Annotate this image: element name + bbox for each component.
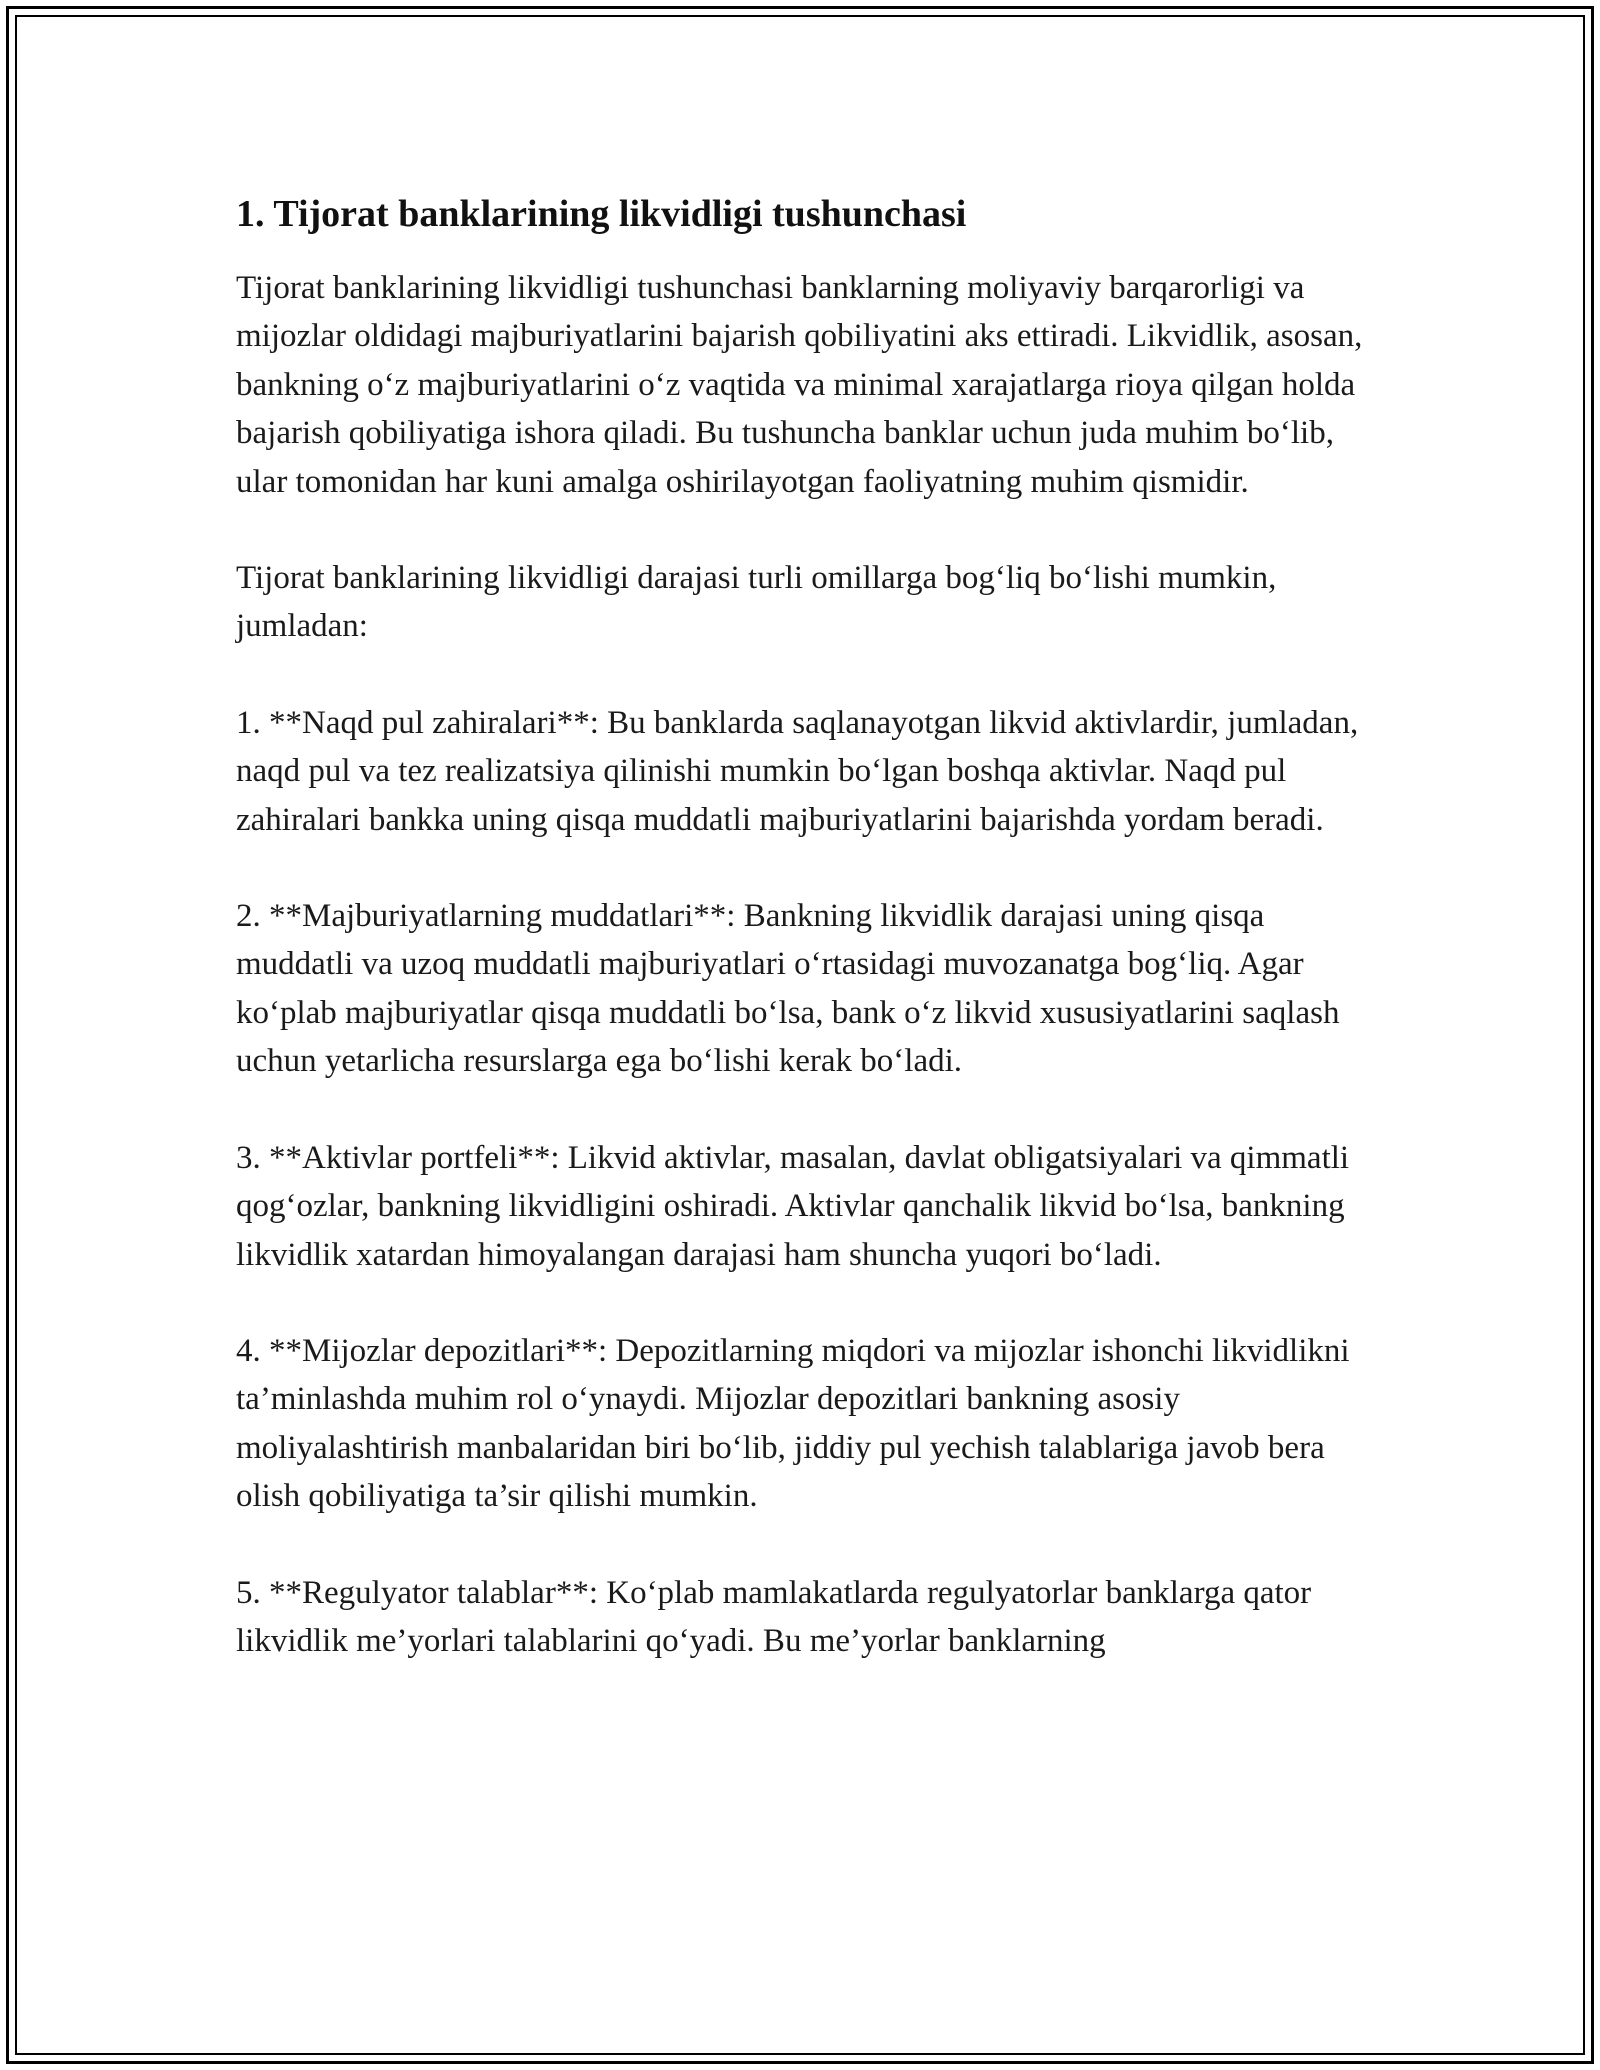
list-item-asset-portfolio: 3. **Aktivlar portfeli**: Likvid aktivlar, masalan, davlat obligatsiyalari va qimmatli qog‘ozlar, bankning likvidligini oshiradi. Aktivlar qanchalik likvid bo‘lsa, bankning likvidlik xatardan himoyalangan darajasi ham shuncha yuqori bo‘ladi. [236, 1139, 1350, 1273]
document-heading: 1. Tijorat banklarining likvidligi tushunchasi [236, 193, 967, 235]
intro-paragraph: Tijorat banklarining likvidligi tushunchasi banklarning moliyaviy barqarorligi va mijozlar oldidagi majburiyatlarini bajarish qobiliyatini aks ettiradi. Likvidlik, asosan, bankning o‘z majburiyatlarini o‘z vaqtida va minimal xarajatlarga rioya qilgan holda bajarish qobiliyatiga ishora qiladi. Bu tushuncha banklar uchun juda muhim bo‘lib, ular tomonidan har kuni amalga oshirilayotgan faoliyatning muhim qismidir. [236, 270, 1363, 500]
list-item-regulatory-requirements: 5. **Regulyator talablar**: Ko‘plab mamlakatlarda regulyatorlar banklarga qator likvidlik me’yorlari talablarini qo‘yadi. Bu me’yorlar banklarning [236, 1574, 1312, 1659]
factors-intro-paragraph: Tijorat banklarining likvidligi darajasi turli omillarga bog‘liq bo‘lishi mumkin, jumladan: [236, 560, 1277, 645]
list-item-cash-reserves: 1. **Naqd pul zahiralari**: Bu banklarda saqlanayotgan likvid aktivlardir, jumladan, naqd pul va tez realizatsiya qilinishi mumkin bo‘lgan boshqa aktivlar. Naqd pul zahiralari bankka uning qisqa muddatli majburiyatlarini bajarishda yordam beradi. [236, 704, 1359, 838]
document-body [236, 190, 1376, 1713]
list-item-customer-deposits: 4. **Mijozlar depozitlari**: Depozitlarning miqdori va mijozlar ishonchi likvidlikni ta’minlashda muhim rol o‘ynaydi. Mijozlar depozitlari bankning asosiy moliyalashtirish manbalaridan biri bo‘lib, jiddiy pul yechish talablariga javob bera olish qobiliyatiga ta’sir qilishi mumkin. [236, 1332, 1350, 1515]
list-item-liability-maturities: 2. **Majburiyatlarning muddatlari**: Bankning likvidlik darajasi uning qisqa muddatli va uzoq muddatli majburiyatlari o‘rtasidagi muvozanatga bog‘liq. Agar ko‘plab majburiyatlar qisqa muddatli bo‘lsa, bank o‘z likvid xususiyatlarini saqlash uchun yetarlicha resurslarga ega bo‘lishi kerak bo‘ladi. [236, 898, 1340, 1080]
